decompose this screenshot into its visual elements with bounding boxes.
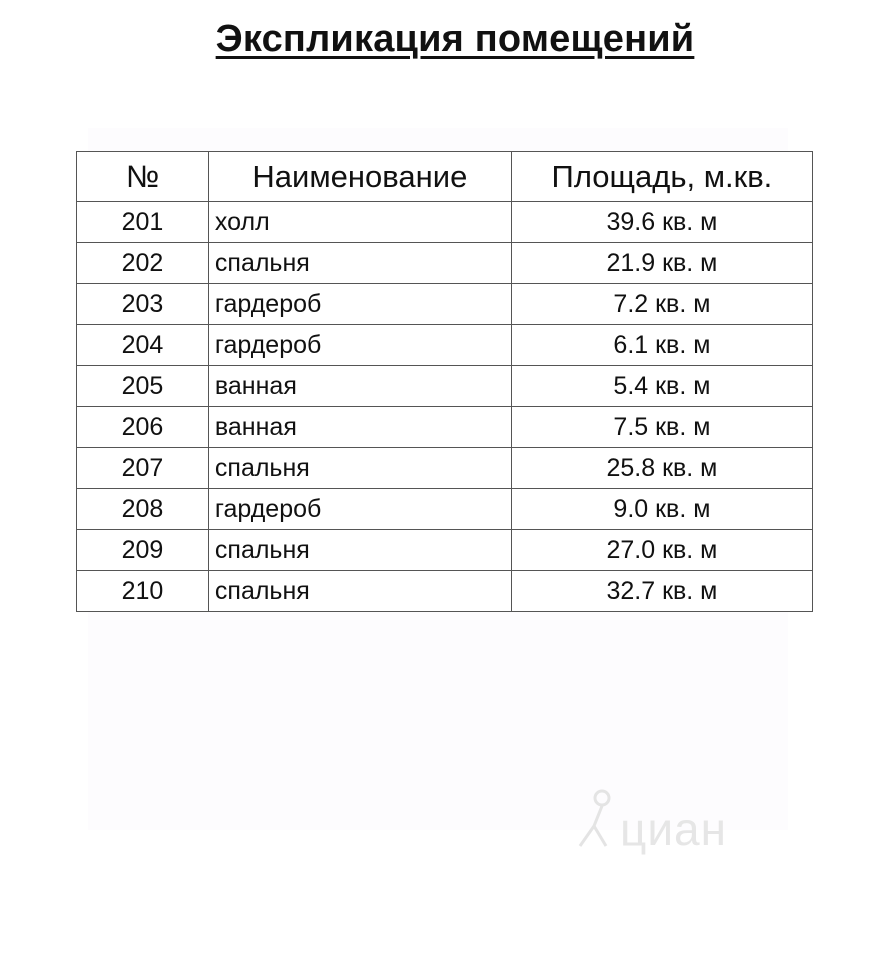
room-name: спальня [208,530,511,571]
room-name: спальня [208,571,511,612]
page-title: Экспликация помещений [215,18,695,60]
table-row [77,202,813,243]
table-row [77,530,813,571]
room-name: гардероб [208,284,511,325]
room-number: 208 [77,489,209,530]
room-number: 210 [77,571,209,612]
table-header-row [77,152,813,202]
room-area: 7.2 кв. м [511,284,812,325]
room-number: 203 [77,284,209,325]
table-row [77,407,813,448]
header-number: № [77,152,209,202]
room-area: 7.5 кв. м [511,407,812,448]
cian-logo-icon [572,788,618,850]
room-name: спальня [208,448,511,489]
room-area: 32.7 кв. м [511,571,812,612]
room-number: 209 [77,530,209,571]
room-name: ванная [208,407,511,448]
room-name: гардероб [208,489,511,530]
room-area: 25.8 кв. м [511,448,812,489]
rooms-table [76,151,813,612]
room-name: спальня [208,243,511,284]
room-number: 207 [77,448,209,489]
table-row [77,325,813,366]
room-area: 27.0 кв. м [511,530,812,571]
table-row [77,366,813,407]
room-area: 6.1 кв. м [511,325,812,366]
room-name: ванная [208,366,511,407]
room-area: 9.0 кв. м [511,489,812,530]
room-name: гардероб [208,325,511,366]
header-area: Площадь, м.кв. [511,152,812,202]
table-row [77,489,813,530]
room-number: 205 [77,366,209,407]
room-name: холл [208,202,511,243]
table-row [77,284,813,325]
room-number: 206 [77,407,209,448]
room-number: 201 [77,202,209,243]
room-area: 21.9 кв. м [511,243,812,284]
watermark-text: циан [620,803,728,855]
header-name: Наименование [208,152,511,202]
cian-watermark [572,788,782,858]
table-row [77,448,813,489]
room-area: 39.6 кв. м [511,202,812,243]
room-area: 5.4 кв. м [511,366,812,407]
room-number: 202 [77,243,209,284]
table-row [77,571,813,612]
table-body [77,202,813,612]
room-number: 204 [77,325,209,366]
table-row [77,243,813,284]
